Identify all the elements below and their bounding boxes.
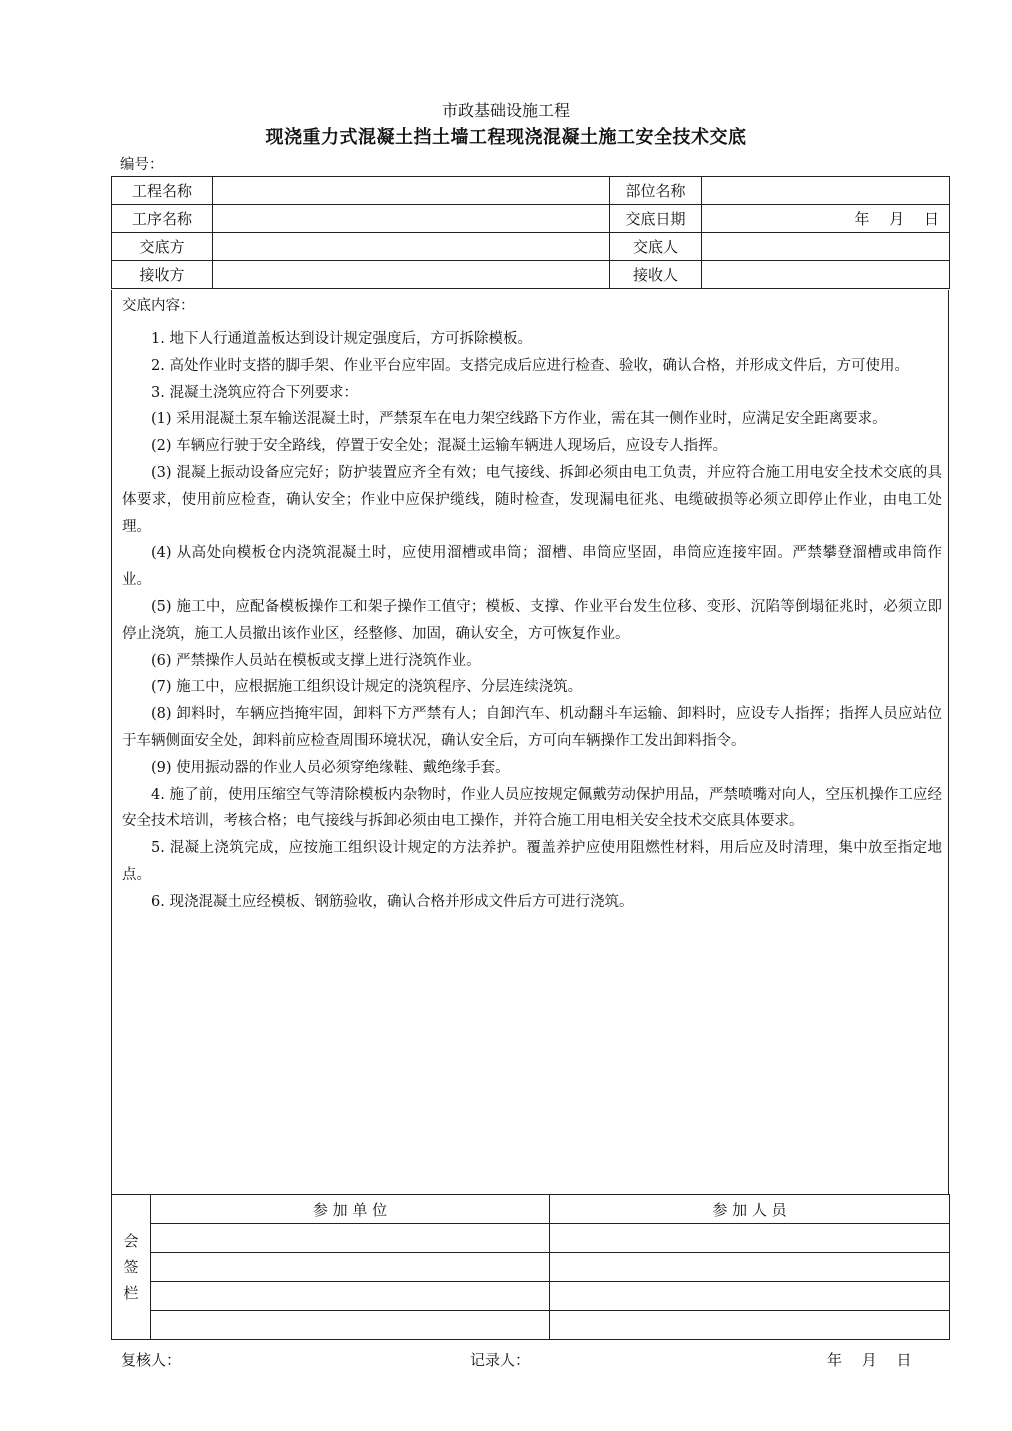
participating-unit-header: 参 加 单 位 — [151, 1195, 550, 1224]
content-paragraph: (1) 采用混凝土泵车输送混凝土时，严禁泵车在电力架空线路下方作业，需在其一侧作业时，应满足安全距离要求。 — [151, 411, 887, 428]
content-label: 交底内容： — [122, 298, 195, 314]
content-paragraph: (2) 车辆应行驶于安全路线，停置于安全处；混凝土运输车辆进人现场后，应设专人指挥。 — [151, 438, 728, 455]
footer-date: 年 月 日 — [827, 1351, 912, 1369]
receiver-party-label: 接收方 — [112, 261, 213, 289]
signoff-row — [112, 1253, 950, 1282]
signoff-row — [112, 1311, 950, 1340]
participating-person-field[interactable] — [550, 1311, 950, 1340]
signoff-table — [111, 1194, 950, 1340]
participating-unit-field[interactable] — [151, 1311, 550, 1340]
receiver-person-label: 接收人 — [610, 261, 702, 289]
content-paragraph: (8) 卸料时，车辆应挡掩牢固，卸料下方严禁有人；自卸汽车、机动翻斗车运输、卸料时，应设专人指挥；指挥人员应站位于车辆侧面安全处，卸料前应检查周围环境状况，确认安全后，方可向车辆操作工发出卸料指令。 — [122, 706, 942, 749]
participating-person-field[interactable] — [550, 1253, 950, 1282]
content-paragraph: 2. 高处作业时支搭的脚手架、作业平台应牢固。支搭完成后应进行检查、验收，确认合格，并形成文件后，方可使用。 — [151, 357, 909, 374]
receiver-person-field[interactable] — [702, 261, 950, 289]
info-row-giver — [112, 233, 950, 261]
signoff-header-row — [112, 1195, 950, 1224]
participating-person-field[interactable] — [550, 1282, 950, 1311]
signoff-row — [112, 1224, 950, 1253]
participating-unit-field[interactable] — [151, 1224, 550, 1253]
reviewer-label: 复核人： — [121, 1351, 182, 1369]
receiver-party-field[interactable] — [213, 261, 610, 289]
giver-person-label: 交底人 — [610, 233, 702, 261]
content-paragraph: (7) 施工中，应根据施工组织设计规定的浇筑程序、分层连续浇筑。 — [151, 679, 583, 696]
content-body — [122, 326, 942, 916]
info-row-project — [112, 177, 950, 205]
part-name-field[interactable] — [702, 177, 950, 205]
info-table — [111, 176, 950, 289]
handover-date-field[interactable]: 年 月 日 — [702, 205, 950, 233]
content-section — [111, 290, 949, 1194]
content-paragraph: 3. 混凝土浇筑应符合下列要求： — [151, 384, 358, 401]
info-row-process — [112, 205, 950, 233]
content-paragraph: 4. 施了前，使用压缩空气等清除模板内杂物时，作业人员应按规定佩戴劳动保护用品，严禁喷嘴对向人，空压机操作工应经安全技术培训，考核合格；电气接线与拆卸必须由电工操作，并符合施工用电相关安全技术交底具体要求。 — [122, 786, 942, 830]
content-paragraph: (4) 从高处向模板仓内浇筑混凝土时，应使用溜槽或串筒；溜槽、串筒应坚固，串筒应连接牢固。严禁攀登溜槽或串筒作业。 — [122, 545, 942, 589]
handover-date-label: 交底日期 — [610, 205, 702, 233]
giver-party-label: 交底方 — [112, 233, 213, 261]
giver-party-field[interactable] — [213, 233, 610, 261]
document-title: 现浇重力式混凝土挡土墙工程现浇混凝土施工安全技术交底 — [265, 127, 747, 148]
info-row-receiver — [112, 261, 950, 289]
content-paragraph: 1. 地下人行通道盖板达到设计规定强度后，方可拆除模板。 — [151, 331, 532, 347]
participating-unit-field[interactable] — [151, 1282, 550, 1311]
recorder-label: 记录人： — [470, 1351, 531, 1369]
participating-person-field[interactable] — [550, 1224, 950, 1253]
content-paragraph: (5) 施工中，应配备模板操作工和架子操作工值守；模板、支撑、作业平台发生位移、变形、沉陷等倒塌征兆时，必须立即停止浇筑，施工人员撤出该作业区，经整修、加固，确认安全，方可恢复作业。 — [122, 598, 942, 642]
content-paragraph: (6) 严禁操作人员站在模板或支撑上进行浇筑作业。 — [151, 652, 481, 669]
content-paragraph: (3) 混凝上振动设备应完好；防护装置应齐全有效；电气接线、拆卸必须由电工负责，并应符合施工用电安全技术交底的具体要求，使用前应检查，确认安全；作业中应保护缆线，随时检查，发现漏电征兆、电缆破损等必须立即停止作业，由电工处理。 — [122, 464, 942, 535]
signoff-side-char: 会 — [123, 1232, 139, 1250]
participating-unit-field[interactable] — [151, 1253, 550, 1282]
participating-person-header: 参 加 人 员 — [550, 1195, 950, 1224]
part-name-label: 部位名称 — [610, 177, 702, 205]
project-name-label: 工程名称 — [112, 177, 213, 205]
signoff-side-char: 签 — [123, 1258, 139, 1276]
process-name-label: 工序名称 — [112, 205, 213, 233]
signoff-row — [112, 1282, 950, 1311]
signoff-side-char: 栏 — [123, 1284, 139, 1302]
doc-number-label: 编号： — [120, 157, 164, 173]
content-paragraph: 6. 现浇混凝土应经模板、钢筋验收，确认合格并形成文件后方可进行浇筑。 — [151, 893, 634, 910]
content-paragraph: (9) 使用振动器的作业人员必须穿绝缘鞋、戴绝缘手套。 — [151, 759, 510, 776]
signoff-side-label — [112, 1195, 151, 1340]
content-paragraph: 5. 混凝上浇筑完成，应按施工组织设计规定的方法养护。覆盖养护应使用阻燃性材料，用后应及时清理，集中放至指定地点。 — [122, 840, 942, 883]
document-subtitle: 市政基础设施工程 — [441, 101, 570, 120]
project-name-field[interactable] — [213, 177, 610, 205]
giver-person-field[interactable] — [702, 233, 950, 261]
process-name-field[interactable] — [213, 205, 610, 233]
